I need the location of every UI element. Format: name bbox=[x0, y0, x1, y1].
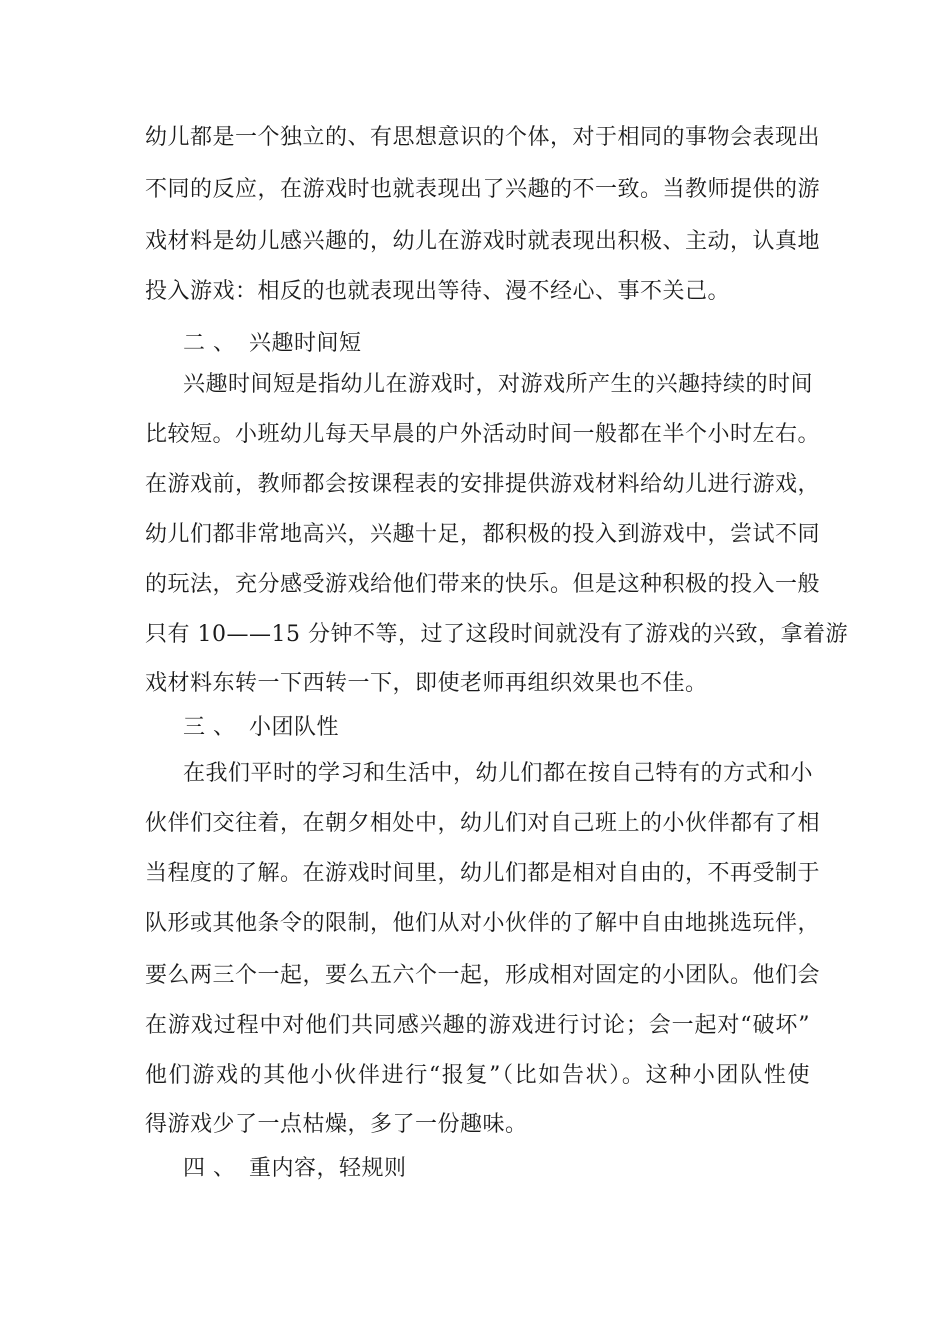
paragraph-line: 戏材料是幼儿感兴趣的，幼儿在游戏时就表现出积极、主动，认真地 bbox=[145, 229, 821, 254]
paragraph-line: 戏材料东转一下西转一下，即使老师再组织效果也不佳。 bbox=[145, 671, 708, 696]
section-number: 四 、 bbox=[183, 1156, 236, 1181]
paragraph-line: 当程度的了解。在游戏时间里，幼儿们都是相对自由的，不再受制于 bbox=[145, 861, 821, 886]
paragraph-line: 只有 10——15 分钟不等，过了这段时间就没有了游戏的兴致，拿着游 bbox=[145, 622, 848, 647]
paragraph-line: 要么两三个一起，要么五六个一起，形成相对固定的小团队。他们会 bbox=[145, 963, 821, 988]
section-heading-4 bbox=[183, 1145, 407, 1193]
paragraph-line: 幼儿们都非常地高兴，兴趣十足，都积极的投入到游戏中，尝试不同 bbox=[145, 522, 821, 547]
paragraph-line: 在游戏前，教师都会按课程表的安排提供游戏材料给幼儿进行游戏， bbox=[145, 472, 821, 497]
paragraph-line: 得游戏少了一点枯燥，多了一份趣味。 bbox=[145, 1112, 528, 1137]
section-number: 三 、 bbox=[183, 715, 236, 740]
section-number: 二 、 bbox=[183, 331, 236, 356]
section-heading-3 bbox=[183, 704, 339, 752]
paragraph-line: 不同的反应，在游戏时也就表现出了兴趣的不一致。当教师提供的游 bbox=[145, 177, 821, 202]
paragraph-line: 在我们平时的学习和生活中，幼儿们都在按自己特有的方式和小 bbox=[183, 761, 814, 786]
paragraph-line: 伙伴们交往着，在朝夕相处中，幼儿们对自己班上的小伙伴都有了相 bbox=[145, 811, 821, 836]
section-title: 兴趣时间短 bbox=[249, 331, 362, 356]
paragraph-line: 在游戏过程中对他们共同感兴趣的游戏进行讨论；会一起对“破坏” bbox=[145, 1013, 810, 1038]
paragraph-line: 投入游戏：相反的也就表现出等待、漫不经心、事不关己。 bbox=[145, 279, 731, 304]
paragraph-line: 的玩法，充分感受游戏给他们带来的快乐。但是这种积极的投入一般 bbox=[145, 572, 821, 597]
paragraph-line: 比较短。小班幼儿每天早晨的户外活动时间一般都在半个小时左右。 bbox=[145, 422, 821, 447]
paragraph-line: 他们游戏的其他小伙伴进行“报复”（比如告状）。这种小团队性使 bbox=[145, 1063, 810, 1088]
paragraph-line: 队形或其他条令的限制，他们从对小伙伴的了解中自由地挑选玩伴， bbox=[145, 911, 821, 936]
section-title: 小团队性 bbox=[249, 715, 340, 740]
paragraph-line: 幼儿都是一个独立的、有思想意识的个体，对于相同的事物会表现出 bbox=[145, 125, 821, 150]
section-title: 重内容，轻规则 bbox=[249, 1156, 407, 1181]
paragraph-line: 兴趣时间短是指幼儿在游戏时，对游戏所产生的兴趣持续的时间 bbox=[183, 372, 814, 397]
